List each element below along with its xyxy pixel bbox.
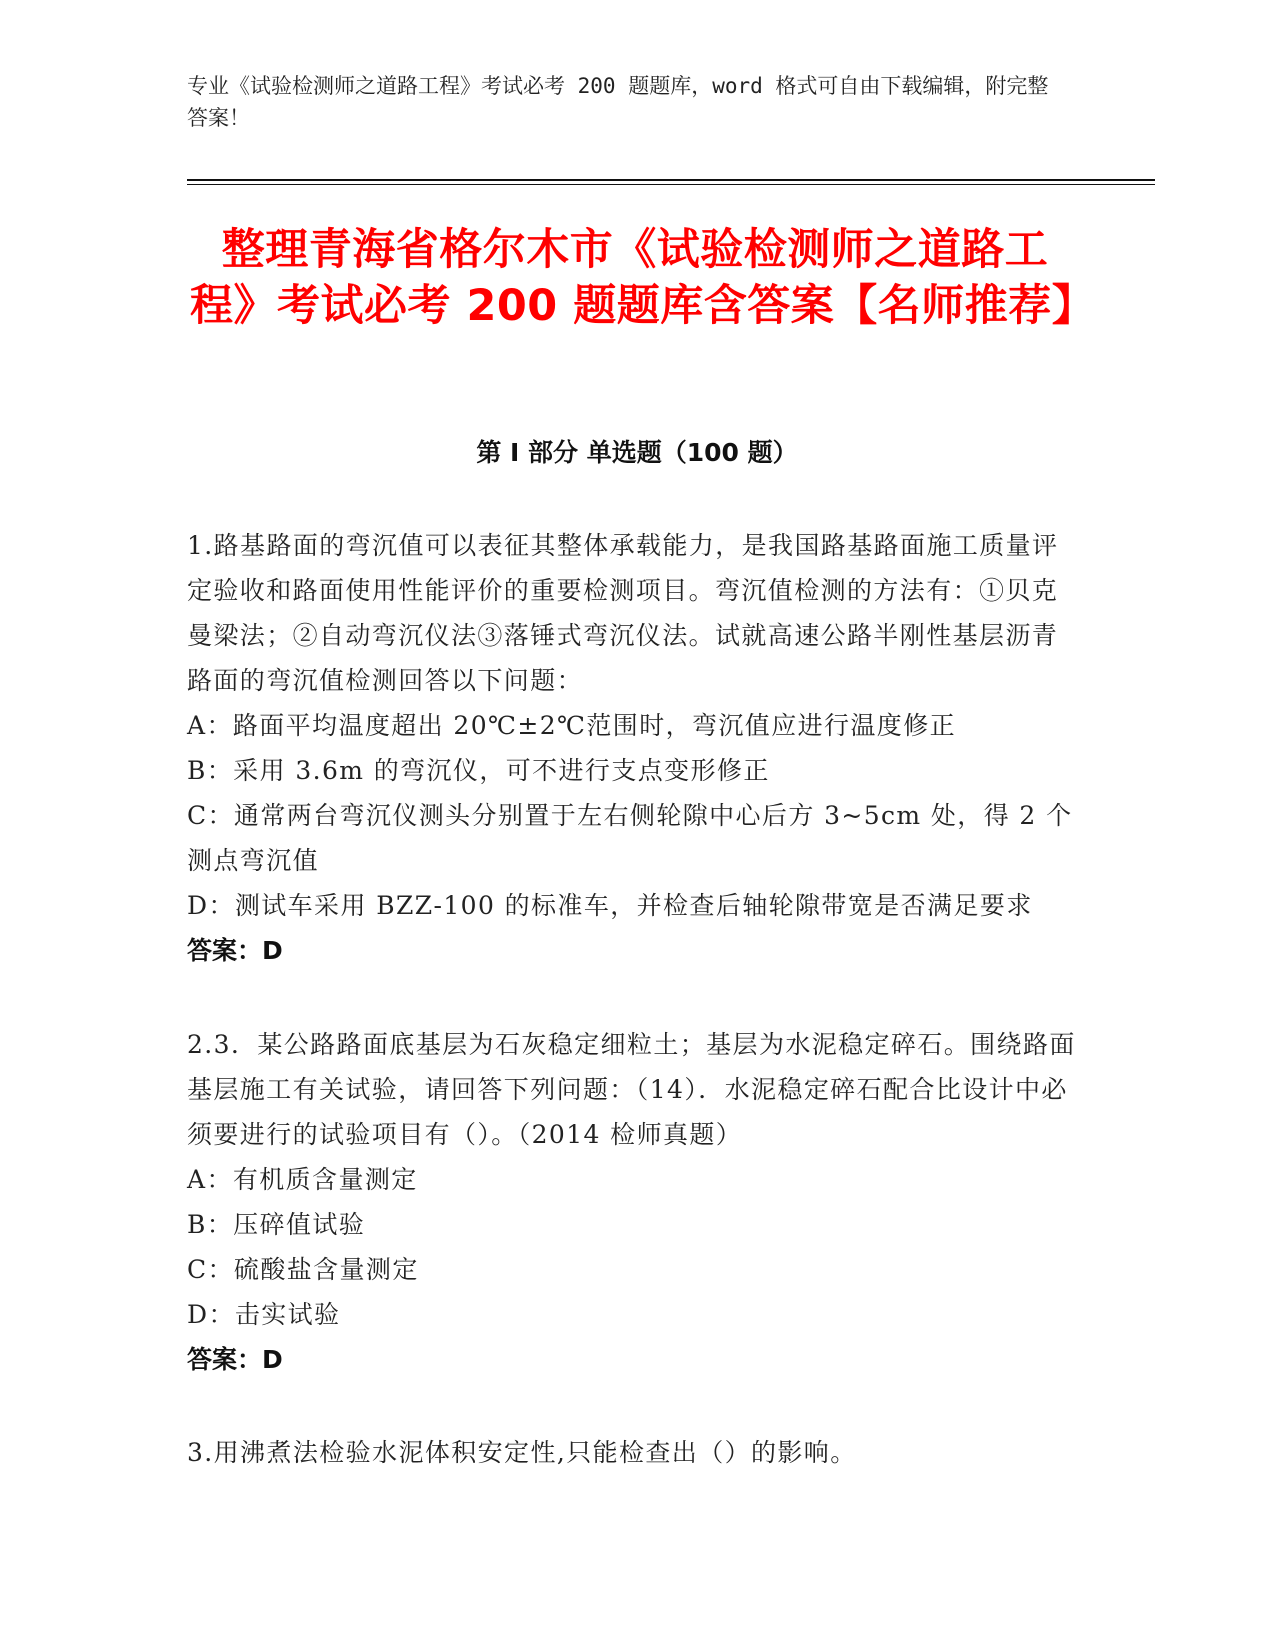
document-title: 整理青海省格尔木市《试验检测师之道路工程》考试必考 200 题题库含答案【名师推荐】 — [190, 225, 1096, 331]
option-b: B：压碎值试验 — [187, 1210, 366, 1239]
question-text: 1.路基路面的弯沉值可以表征其整体承载能力，是我国路基路面施工质量评定验收和路面使用性能评价的重要检测项目。弯沉值检测的方法有：①贝克曼梁法；②自动弯沉仪法③落锤式弯沉仪法。试就高速公路半刚性基层沥青路面的弯沉值检测回答以下问题： — [187, 531, 1059, 695]
question-1 — [187, 523, 1077, 973]
option-d: D：击实试验 — [187, 1300, 341, 1329]
option-c: C：硫酸盐含量测定 — [187, 1255, 419, 1284]
question-2 — [187, 1022, 1077, 1382]
option-a: A：有机质含量测定 — [187, 1165, 418, 1194]
header-divider-thick — [187, 179, 1155, 181]
header-divider-thin — [187, 184, 1155, 185]
question-text: 3.用沸煮法检验水泥体积安定性,只能检查出（）的影响。 — [187, 1438, 857, 1467]
option-a: A：路面平均温度超出 20℃±2℃范围时，弯沉值应进行温度修正 — [187, 711, 957, 740]
header-note: 专业《试验检测师之道路工程》考试必考 200 题题库，word 格式可自由下载编辑，附完整答案！ — [187, 74, 1049, 130]
option-c: C：通常两台弯沉仪测头分别置于左右侧轮隙中心后方 3~5cm 处，得 2 个测点弯沉值 — [187, 801, 1073, 875]
question-text: 2.3．某公路路面底基层为石灰稳定细粒土；基层为水泥稳定碎石。围绕路面基层施工有关试验，请回答下列问题：（14）．水泥稳定碎石配合比设计中必须要进行的试验项目有（）。（2014 检师真题） — [187, 1030, 1076, 1149]
option-d: D：测试车采用 BZZ-100 的标准车，并检查后轴轮隙带宽是否满足要求 — [187, 891, 1033, 920]
option-b: B：采用 3.6m 的弯沉仪，可不进行支点变形修正 — [187, 756, 770, 785]
question-3 — [187, 1430, 1077, 1475]
answer-label: 答案：D — [187, 936, 283, 965]
section-heading: 第 I 部分 单选题（100 题） — [476, 438, 798, 467]
answer-label: 答案：D — [187, 1345, 283, 1374]
